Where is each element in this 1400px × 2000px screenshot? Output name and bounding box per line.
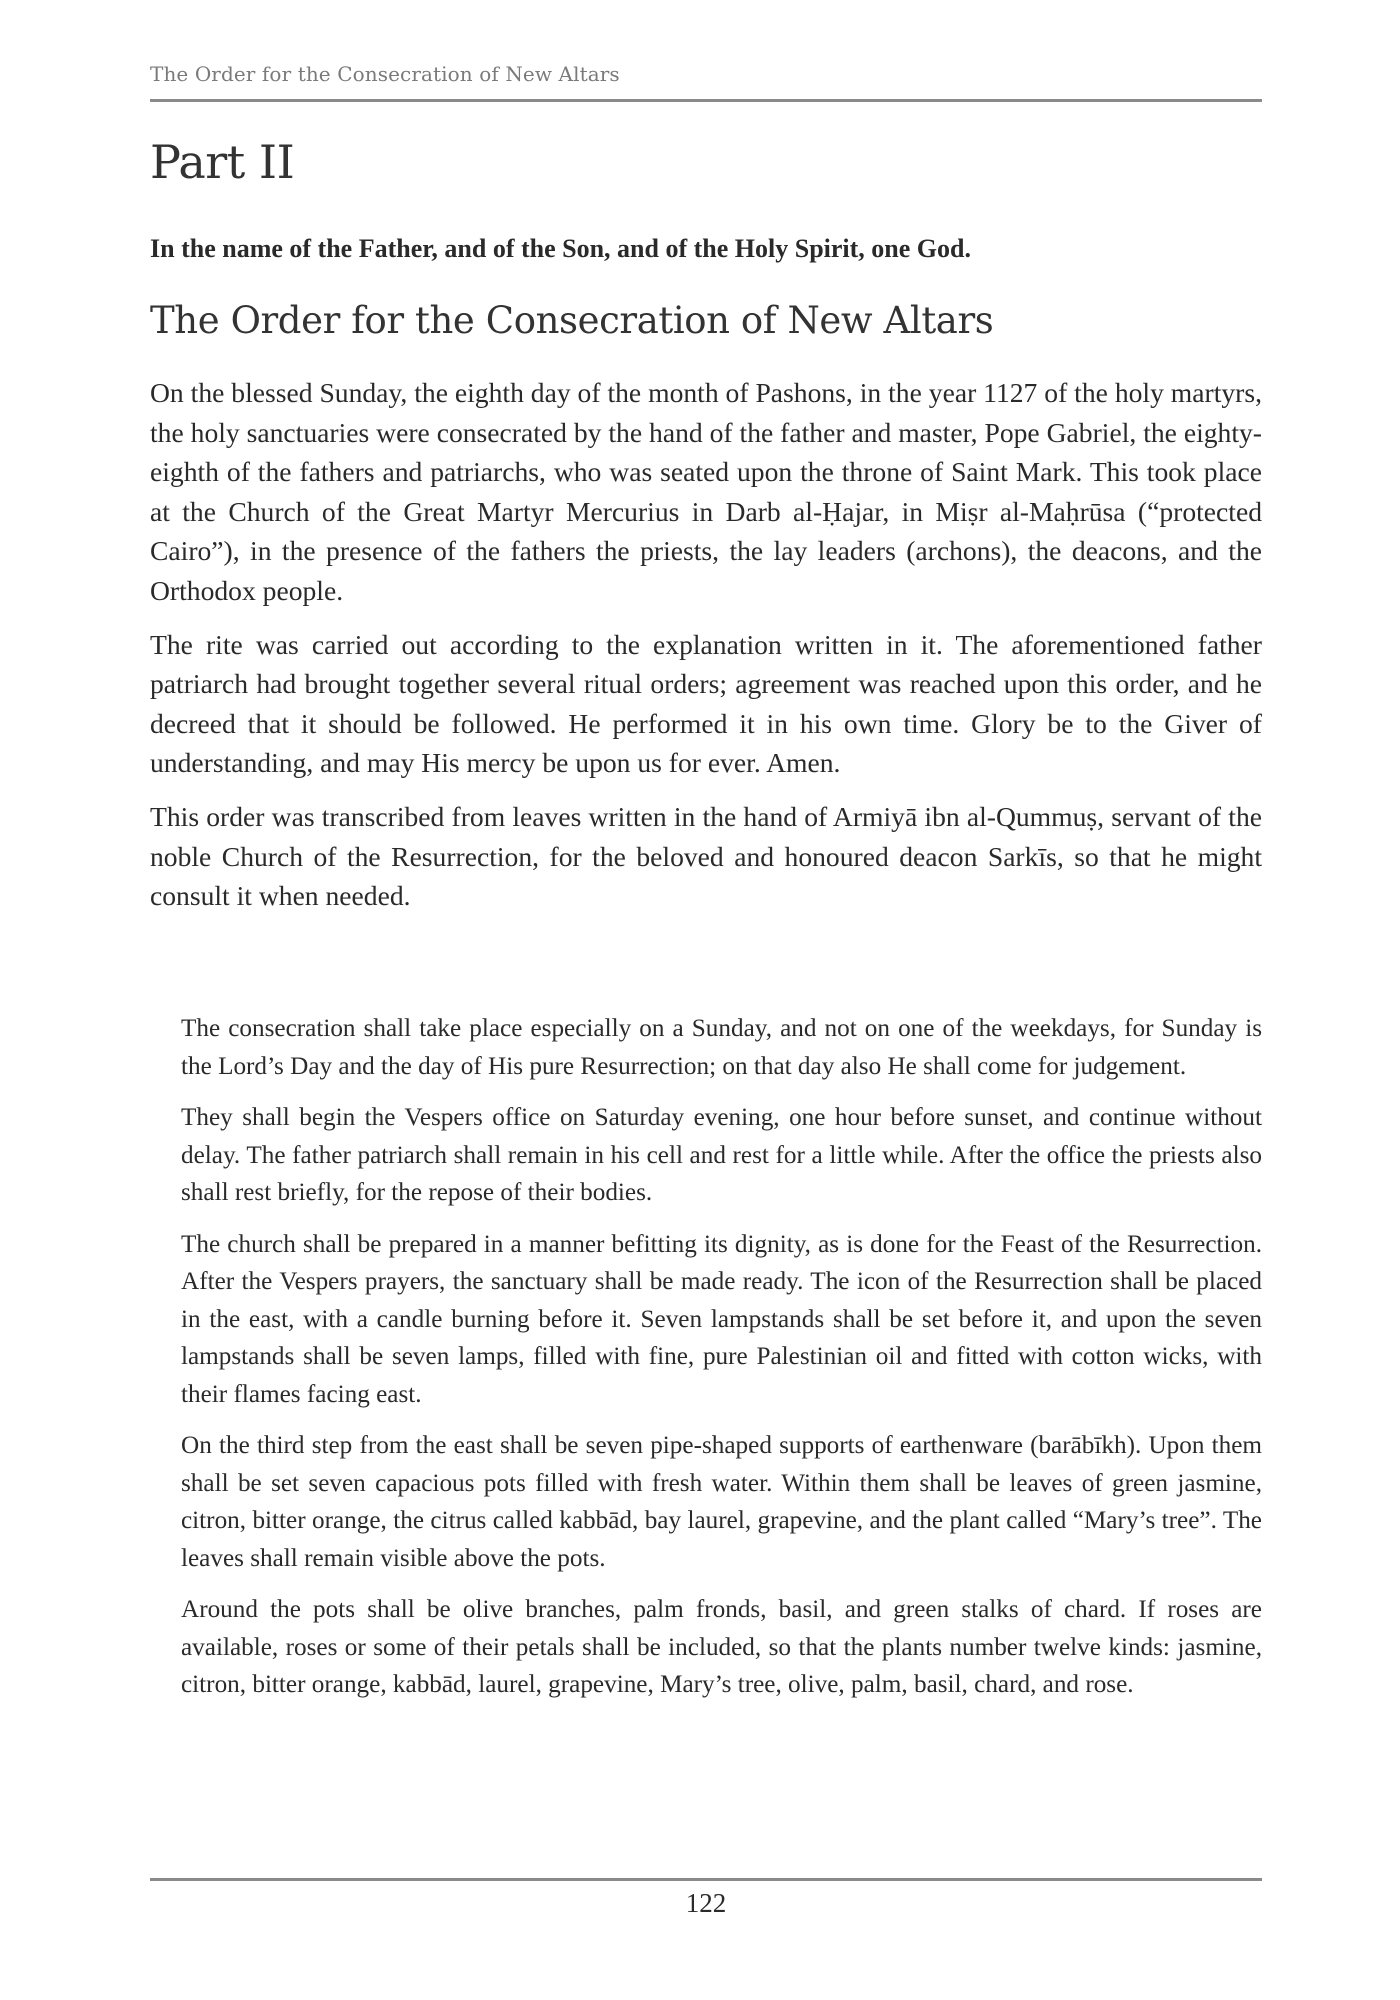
body-paragraph: The rite was carried out according to the explanation written in it. The aforementioned father patriarch had brought together several ritual orders; agreement was reached upon this order, and he decreed that it should be followed. He performed it in his own time. Glory be to the Giver of understanding, and may His mercy be upon us for ever. Amen. — [150, 628, 1262, 779]
rubric-paragraph: The church shall be prepared in a manner befitting its dignity, as is done for the Feast of the Resurrection. After the Vespers prayers, the sanctuary shall be made ready. The icon of the Resurrection shall be placed in the east, with a candle burning before it. Seven lampstands shall be set before it, and upon the seven lampstands shall be seven lamps, filled with fine, pure Palestinian oil and fitted with cotton wicks, with their flames facing east. — [181, 1230, 1262, 1408]
rubric-paragraph: Around the pots shall be olive branches, palm fronds, basil, and green stalks of chard. If roses are available, roses or some of their petals shall be included, so that the plants number twelve kinds: jasmine, citron, bitter orange, kabbād, laurel, grapevine, Mary’s tree, olive, palm, basil, chard, and rose. — [181, 1596, 1262, 1698]
rubric-paragraph: On the third step from the east shall be seven pipe-shaped supports of earthenware (barābīkh). Upon them shall be set seven capacious pots filled with fresh water. Within them shall be leaves of green jasmine, citron, bitter orange, the citrus called kabbād, bay laurel, grapevine, and the plant called “Mary’s tree”. The leaves shall remain visible above the pots. — [181, 1432, 1262, 1572]
page-number: 122 — [685, 1888, 727, 1918]
introduction-text — [150, 373, 1262, 930]
rubric-paragraph: They shall begin the Vespers office on Saturday evening, one hour before sunset, and continue without delay. The father patriarch shall remain in his cell and rest for a little while. After the office the priests also shall rest briefly, for the repose of their bodies. — [181, 1104, 1262, 1206]
running-header: The Order for the Consecration of New Altars — [150, 62, 620, 86]
footer-rule — [150, 1878, 1262, 1881]
section-title: The Order for the Consecration of New Altars — [150, 299, 994, 342]
rubric-paragraph: The consecration shall take place especially on a Sunday, and not on one of the weekdays, for Sunday is the Lord’s Day and the day of His pure Resurrection; on that day also He shall come for judgement. — [181, 1015, 1262, 1080]
body-paragraph: On the blessed Sunday, the eighth day of the month of Pashons, in the year 1127 of the holy martyrs, the holy sanctuaries were consecrated by the hand of the father and master, Pope Gabriel, the eighty-eighth of the fathers and patriarchs, who was seated upon the throne of Saint Mark. This took place at the Church of the Great Martyr Mercurius in Darb al-Ḥajar, in Miṣr al-Maḥrūsa (“protected Cairo”), in the presence of the fathers the priests, the lay leaders (archons), the deacons, and the Orthodox people. — [150, 377, 1262, 606]
book-page — [150, 0, 1262, 2000]
part-title: Part II — [150, 135, 295, 189]
invocation: In the name of the Father, and of the Son, and of the Holy Spirit, one God. — [150, 234, 971, 263]
body-paragraph: This order was transcribed from leaves written in the hand of Armiyā ibn al-Qummuṣ, servant of the noble Church of the Resurrection, for the beloved and honoured deacon Sarkīs, so that he might consult it when needed. — [150, 800, 1262, 912]
rubric-text — [181, 1010, 1262, 1718]
header-rule — [150, 99, 1262, 102]
